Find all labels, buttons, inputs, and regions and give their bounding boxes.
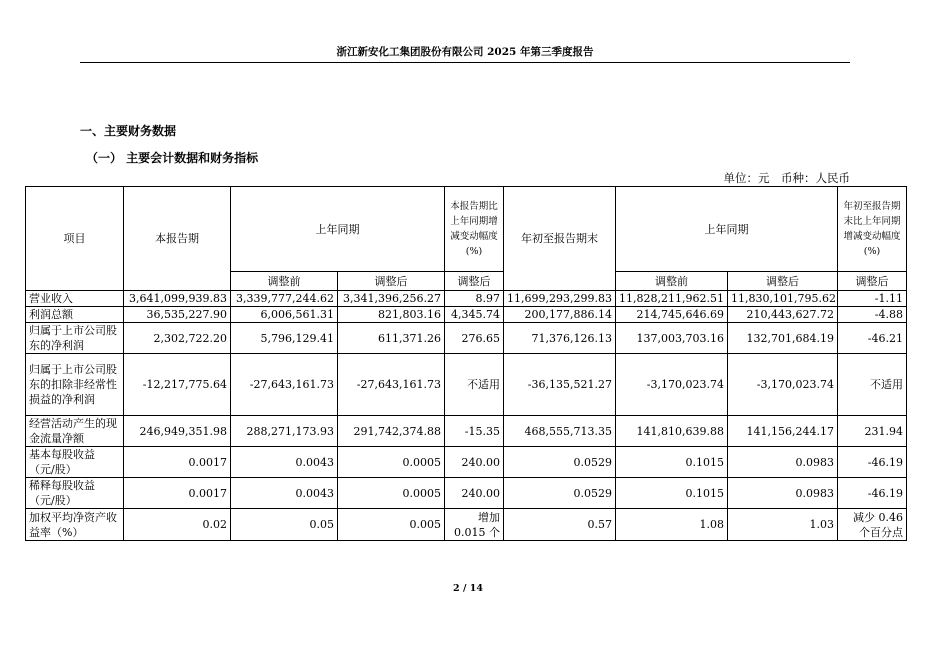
table-cell: 141,810,639.88 [616,416,728,447]
table-row [26,416,907,447]
table-cell: 0.0043 [231,478,338,509]
row-label: 稀释每股收益（元/股） [26,478,124,509]
table-cell: 不适用 [838,354,907,416]
table-cell: 611,371.26 [338,323,445,354]
table-cell: 11,699,293,299.83 [504,291,616,307]
header-period-change: 本报告期比上年同期增减变动幅度(%) [445,187,504,272]
table-cell: -27,643,161.73 [338,354,445,416]
table-cell: 132,701,684.19 [728,323,838,354]
table-cell: 1.03 [728,509,838,541]
table-cell: -3,170,023.74 [728,354,838,416]
row-label: 利润总额 [26,307,124,323]
table-cell: 不适用 [445,354,504,416]
table-cell: 214,745,646.69 [616,307,728,323]
header-current-period: 本报告期 [124,187,231,291]
table-cell: 0.05 [231,509,338,541]
section-title: 一、主要财务数据 [80,124,177,138]
table-cell: 2,302,722.20 [124,323,231,354]
table-cell: -27,643,161.73 [231,354,338,416]
table-cell: 291,742,374.88 [338,416,445,447]
table-cell: 36,535,227.90 [124,307,231,323]
table-row [26,354,907,416]
table-cell: 137,003,703.16 [616,323,728,354]
table-cell: -46.19 [838,447,907,478]
table-cell: 468,555,713.35 [504,416,616,447]
financial-data-table [25,186,907,541]
table-cell: -12,217,775.64 [124,354,231,416]
table-cell: 0.005 [338,509,445,541]
table-cell: 246,949,351.98 [124,416,231,447]
table-cell: 0.0017 [124,447,231,478]
table-cell: 6,006,561.31 [231,307,338,323]
table-cell: 71,376,126.13 [504,323,616,354]
header-ytd: 年初至报告期末 [504,187,616,291]
table-cell: 3,341,396,256.27 [338,291,445,307]
table-cell: 0.0017 [124,478,231,509]
row-label: 经营活动产生的现金流量净额 [26,416,124,447]
row-label: 加权平均净资产收益率（%） [26,509,124,541]
table-cell: 0.0529 [504,447,616,478]
table-cell: 0.1015 [616,447,728,478]
header-after-adj: 调整后 [838,272,907,291]
table-row [26,478,907,509]
table-row [26,509,907,541]
table-cell: 0.1015 [616,478,728,509]
table-cell: 3,339,777,244.62 [231,291,338,307]
table-cell: 4,345.74 [445,307,504,323]
table-cell: 增加 0.015 个 [445,509,504,541]
header-ytd-change: 年初至报告期末比上年同期增减变动幅度(%) [838,187,907,272]
table-cell: 1.08 [616,509,728,541]
row-label: 归属于上市公司股东的净利润 [26,323,124,354]
table-cell: 240.00 [445,478,504,509]
unit-note: 单位：元 币种：人民币 [723,171,850,185]
header-item: 项目 [26,187,124,291]
table-cell: 3,641,099,939.83 [124,291,231,307]
table-cell: 0.0983 [728,447,838,478]
table-cell: 288,271,173.93 [231,416,338,447]
table-cell: -1.11 [838,291,907,307]
table-cell: -46.19 [838,478,907,509]
table-cell: 231.94 [838,416,907,447]
table-row [26,307,907,323]
header-after-adj: 调整后 [445,272,504,291]
header-before-adj: 调整前 [231,272,338,291]
table-cell: 240.00 [445,447,504,478]
row-label: 归属于上市公司股东的扣除非经常性损益的净利润 [26,354,124,416]
table-body [26,291,907,541]
subsection-title: （一） 主要会计数据和财务指标 [86,151,259,165]
table-cell: 0.0529 [504,478,616,509]
table-cell: 11,830,101,795.62 [728,291,838,307]
table-cell: -4.88 [838,307,907,323]
table-cell: -36,135,521.27 [504,354,616,416]
table-cell: 0.0043 [231,447,338,478]
row-label: 营业收入 [26,291,124,307]
row-label: 基本每股收益（元/股） [26,447,124,478]
table-row [26,291,907,307]
table-cell: -15.35 [445,416,504,447]
table-cell: 5,796,129.41 [231,323,338,354]
header-after-adj: 调整后 [338,272,445,291]
report-header: 浙江新安化工集团股份有限公司 2025 年第三季度报告 [80,44,850,63]
table-cell: 0.0005 [338,447,445,478]
page-number: 2 / 14 [453,583,483,594]
table-cell: 0.02 [124,509,231,541]
table-cell: 210,443,627.72 [728,307,838,323]
table-cell: 0.0005 [338,478,445,509]
table-row [26,323,907,354]
table-cell: 8.97 [445,291,504,307]
table-cell: -3,170,023.74 [616,354,728,416]
table-row [26,447,907,478]
table-cell: -46.21 [838,323,907,354]
header-prior-period: 上年同期 [231,187,445,272]
table-cell: 0.57 [504,509,616,541]
table-cell: 141,156,244.17 [728,416,838,447]
table-cell: 821,803.16 [338,307,445,323]
header-prior-period-ytd: 上年同期 [616,187,838,272]
table-cell: 减少 0.46 个百分点 [838,509,907,541]
table-cell: 0.0983 [728,478,838,509]
table-cell: 276.65 [445,323,504,354]
header-after-adj: 调整后 [728,272,838,291]
header-before-adj: 调整前 [616,272,728,291]
table-cell: 200,177,886.14 [504,307,616,323]
table-cell: 11,828,211,962.51 [616,291,728,307]
